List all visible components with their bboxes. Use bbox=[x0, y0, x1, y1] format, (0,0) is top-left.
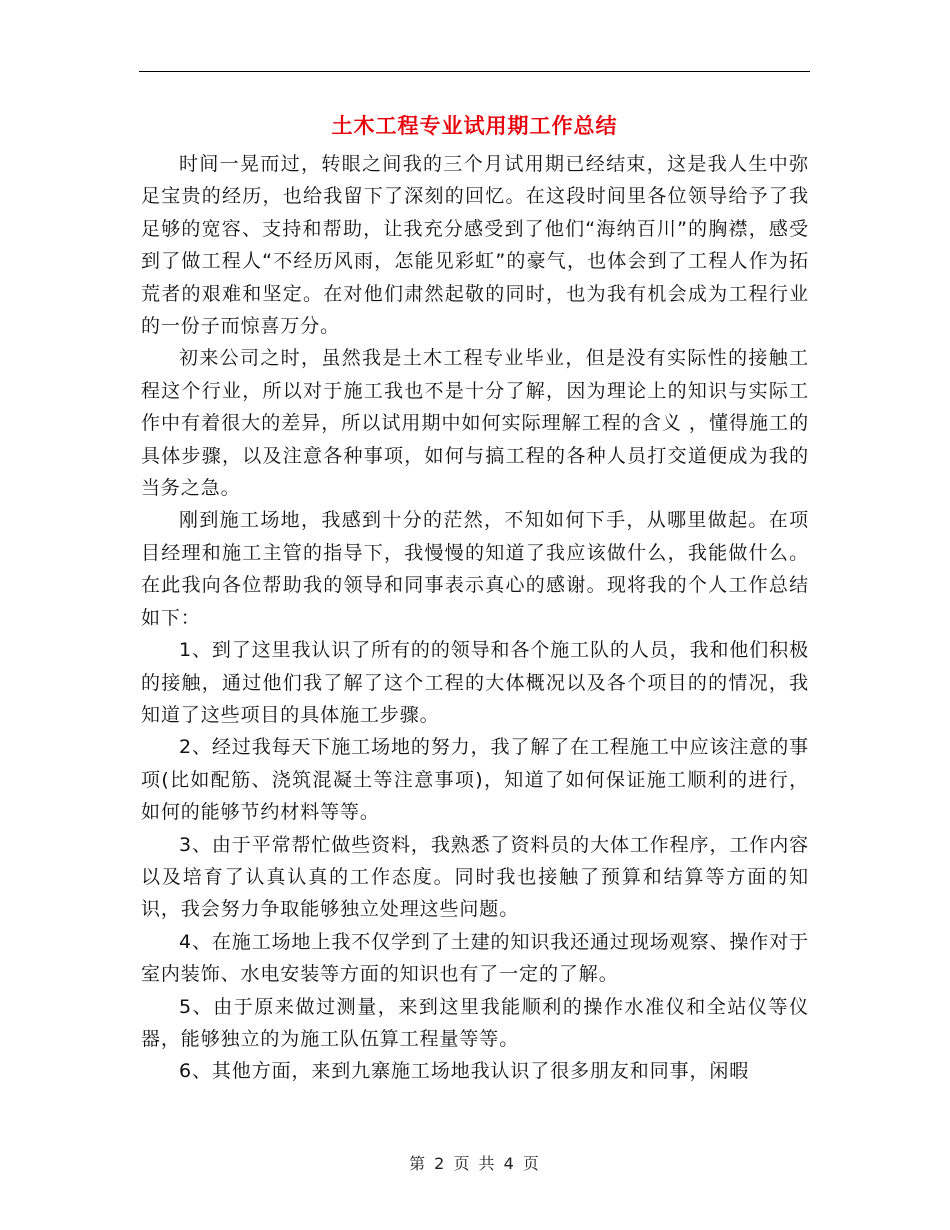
paragraph-item-1: 1、到了这里我认识了所有的的领导和各个施工队的人员，我和他们积极的接触，通过他们我了解了这个工程的大体概况以及各个项目的的情况，我知道了这些项目的具体施工步骤。 bbox=[141, 639, 809, 726]
header-rule bbox=[139, 71, 810, 72]
document-title: 土木工程专业试用期工作总结 bbox=[331, 114, 618, 138]
page-number-footer: 第 2 页 共 4 页 bbox=[409, 1154, 541, 1173]
paragraph-background: 初来公司之时，虽然我是土木工程专业毕业，但是没有实际性的接触工程这个行业，所以对于施工我也不是十分了解，因为理论上的知识与实际工作中有着很大的差异，所以试用期中如何实际理解工程的含义 ，懂得施工的具体步骤，以及注意各种事项，如何与搞工程的各种人员打交道便成为我的当务之急。 bbox=[141, 347, 809, 500]
paragraph-item-5: 5、由于原来做过测量，来到这里我能顺利的操作水准仪和全站仪等仪器，能够独立的为施工队伍算工程量等等。 bbox=[141, 995, 809, 1050]
document-body bbox=[141, 148, 809, 1088]
paragraph-item-4: 4、在施工场地上我不仅学到了土建的知识我还通过现场观察、操作对于室内装饰、水电安装等方面的知识也有了一定的了解。 bbox=[141, 930, 809, 986]
paragraph-item-3: 3、由于平常帮忙做些资料，我熟悉了资料员的大体工作程序，工作内容以及培育了认真认真的工作态度。同时我也接触了预算和结算等方面的知识，我会努力争取能够独立处理这些问题。 bbox=[141, 833, 809, 921]
paragraph-item-6: 6、其他方面，来到九寨施工场地我认识了很多朋友和同事，闲暇 bbox=[179, 1060, 750, 1083]
paragraph-item-2: 2、经过我每天下施工场地的努力，我了解了在工程施工中应该注意的事项(比如配筋、浇筑混凝土等注意事项)，知道了如何保证施工顺利的进行，如何的能够节约材料等等。 bbox=[141, 736, 809, 824]
paragraph-intro: 时间一晃而过，转眼之间我的三个月试用期已经结束，这是我人生中弥足宝贵的经历，也给我留下了深刻的回忆。在这段时间里各位领导给予了我足够的宽容、支持和帮助，让我充分感受到了他们“海纳百川”的胸襟，感受到了做工程人“不经历风雨，怎能见彩虹”的豪气，也体会到了工程人作为拓荒者的艰难和坚定。在对他们肃然起敬的同时，也为我有机会成为工程行业的一份子而惊喜万分。 bbox=[141, 153, 809, 338]
paragraph-guidance: 刚到施工场地，我感到十分的茫然，不知如何下手，从哪里做起。在项目经理和施工主管的指导下，我慢慢的知道了我应该做什么，我能做什么。在此我向各位帮助我的领导和同事表示真心的感谢。现将我的个人工作总结如下： bbox=[141, 509, 809, 629]
